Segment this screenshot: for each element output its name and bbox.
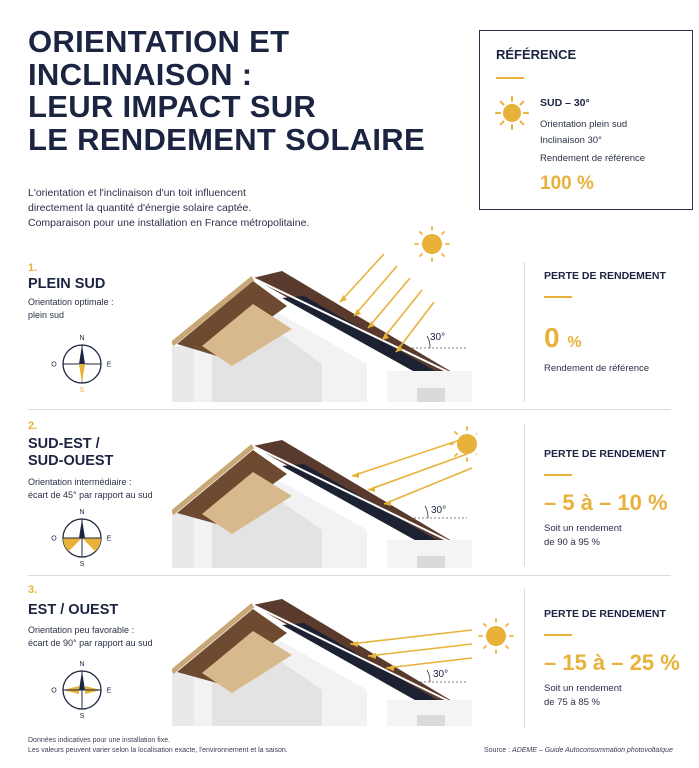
section-desc-line: Orientation optimale : (28, 297, 114, 307)
vertical-divider (524, 424, 525, 566)
footer-note (28, 736, 288, 756)
footer-line: Données indicatives pour une installation fixe. (28, 737, 171, 744)
footer-line: Les valeurs peuvent varier selon la localisation exacte, l'environnement et la saison. (28, 747, 288, 754)
section-desc-line: écart de 45° par rapport au sud (28, 490, 153, 500)
vertical-divider (524, 588, 525, 728)
section-divider (28, 409, 671, 410)
compass-north: N (79, 661, 85, 668)
section-number: 3. (28, 584, 38, 596)
section-number: 2. (28, 420, 38, 432)
reference-orientation: Orientation plein sud (540, 119, 628, 130)
loss-sub-line: Rendement de référence (544, 363, 650, 374)
compass-icon (44, 504, 120, 568)
section-desc-line: Orientation intermédiaire : (28, 477, 132, 487)
angle-label: 30° (430, 332, 446, 343)
compass-east: E (106, 361, 112, 369)
compass-south: S (79, 561, 85, 568)
house-illustration (172, 582, 477, 726)
loss-underline (544, 474, 572, 476)
house-illustration (172, 418, 477, 568)
loss-underline (544, 296, 572, 298)
section-description (28, 624, 153, 650)
intro-line: directement la quantité d'énergie solaire captée. (28, 202, 252, 214)
source-value: ADEME – Guide Autoconsommation photovoltaïque (512, 747, 673, 754)
section-description (28, 296, 114, 322)
compass-north: N (79, 335, 85, 342)
section-desc-line: plein sud (28, 310, 65, 320)
section-description (28, 476, 153, 502)
section-title-line: SUD-OUEST (28, 453, 114, 469)
title-line: INCLINAISON : (28, 56, 253, 92)
compass-icon (44, 656, 120, 720)
loss-title: PERTE DE RENDEMENT (544, 608, 666, 620)
section-title (28, 276, 105, 293)
loss-sub-line: de 75 à 85 % (544, 697, 600, 708)
loss-value: – 15 à – 25 % (544, 650, 680, 675)
sun-icon (494, 95, 530, 131)
loss-value: – 5 à – 10 % (544, 490, 668, 515)
reference-box (479, 30, 693, 210)
loss-underline (544, 634, 572, 636)
title-line: LE RENDEMENT SOLAIRE (28, 121, 425, 157)
section-title-line: PLEIN SUD (28, 276, 106, 292)
loss-subtitle (544, 682, 622, 710)
sun-icon (415, 227, 449, 261)
compass-east: E (106, 535, 112, 543)
angle-label: 30° (431, 505, 447, 516)
reference-name: SUD – 30° (540, 97, 590, 109)
loss-percent: % (567, 334, 582, 351)
reference-heading: RÉFÉRENCE (496, 47, 577, 62)
section-title-line: EST / OUEST (28, 602, 119, 618)
reference-underline (496, 77, 524, 79)
section-number: 1. (28, 262, 38, 274)
compass-south: S (79, 713, 85, 720)
vertical-divider (524, 262, 525, 402)
intro-line: Comparaison pour une installation en France métropolitaine. (28, 217, 310, 229)
compass-south: S (79, 387, 85, 394)
loss-subtitle (544, 522, 622, 550)
house-illustration (172, 226, 477, 402)
section-title (28, 436, 113, 470)
source-credit (484, 747, 673, 754)
compass-west: O (51, 361, 57, 369)
angle-label: 30° (433, 669, 449, 680)
intro-text (28, 186, 348, 231)
compass-west: O (51, 687, 57, 695)
compass-north: N (79, 509, 85, 516)
reference-value: 100 % (540, 173, 594, 194)
loss-sub-line: Soit un rendement (544, 683, 622, 694)
section-divider (28, 575, 671, 576)
compass-west: O (51, 535, 57, 543)
title-line: LEUR IMPACT SUR (28, 89, 317, 124)
reference-inclination: Inclinaison 30° (540, 135, 602, 146)
title-line: ORIENTATION ET (28, 24, 290, 59)
section-desc-line: Orientation peu favorable : (28, 625, 135, 635)
loss-subtitle (544, 362, 649, 376)
loss-number: 0 (544, 322, 560, 353)
section-desc-line: écart de 90° par rapport au sud (28, 638, 153, 648)
loss-sub-line: de 90 à 95 % (544, 537, 600, 548)
compass-east: E (106, 687, 112, 695)
loss-sub-line: Soit un rendement (544, 523, 622, 534)
intro-line: L'orientation et l'inclinaison d'un toit influencent (28, 187, 246, 199)
source-label: Source : (484, 747, 511, 754)
loss-title: PERTE DE RENDEMENT (544, 270, 666, 282)
sun-icon (478, 618, 514, 654)
loss-value (544, 322, 582, 354)
compass-icon (44, 330, 120, 394)
loss-title: PERTE DE RENDEMENT (544, 448, 666, 460)
reference-label: Rendement de référence (540, 153, 646, 164)
page-title (28, 26, 448, 156)
section-title (28, 602, 118, 619)
section-title-line: SUD-EST / (28, 436, 100, 452)
